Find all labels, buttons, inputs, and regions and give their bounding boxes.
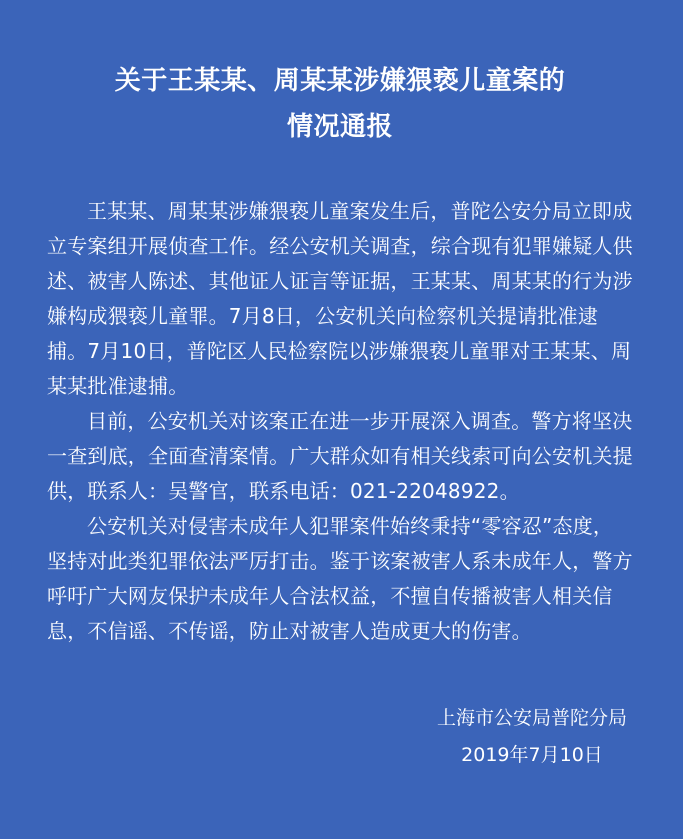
notice-body — [47, 194, 633, 649]
paragraph-investigation-contact: 目前，公安机关对该案正在进一步开展深入调查。警方将坚决一查到底，全面查清案情。广大群众如有相关线索可向公安机关提供，联系人：吴警官，联系电话：021-22048922。 — [47, 409, 633, 503]
paragraph-police-stance: 公安机关对侵害未成年人犯罪案件始终秉持“零容忍”态度，坚持对此类犯罪依法严厉打击。鉴于该案被害人系未成年人，警方呼吁广大网友保护未成年人合法权益，不擅自传播被害人相关信息，不信谣、不传谣，防止对被害人造成更大的伤害。 — [47, 514, 633, 643]
notice-title — [47, 58, 633, 150]
title-line-1: 关于王某某、周某某涉嫌猥亵儿童案的 — [114, 66, 566, 96]
title-line-2: 情况通报 — [286, 112, 393, 142]
issue-date: 2019年7月10日 — [461, 744, 603, 766]
signature-block — [437, 700, 627, 774]
issuer-name: 上海市公安局普陀分局 — [436, 707, 627, 729]
paragraph-case-summary: 王某某、周某某涉嫌猥亵儿童案发生后，普陀公安分局立即成立专案组开展侦查工作。经公安机关调查，综合现有犯罪嫌疑人供述、被害人陈述、其他证人证言等证据，王某某、周某某的行为涉嫌构成猥亵儿童罪。7月8日，公安机关向检察机关提请批准逮捕。7月10日，普陀区人民检察院以涉嫌猥亵儿童罪对王某某、周某某批准逮捕。 — [47, 199, 633, 398]
